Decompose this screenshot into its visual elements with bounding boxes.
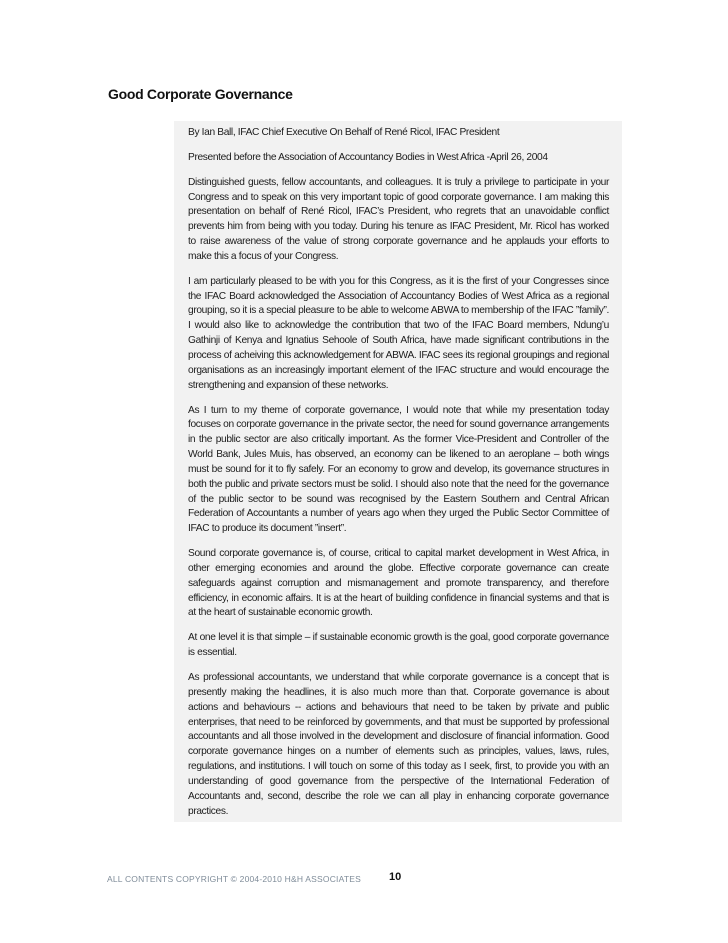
paragraph-2: I am particularly pleased to be with you for this Congress, as it is the first of your Congresses since the IFAC Board acknowledged the Association of Accountancy Bodies of West Africa as a regional grouping, so it is a special pleasure to be able to welcome ABWA to membership of the IFAC ”family”. I would also like to acknowledge the contribution that two of the IFAC Board members, Ndung’u Gathinji of Kenya and Ignatius Sehoole of South Africa, have made significant contributions in the process of acheiving this acknowledgement for ABWA. IFAC sees its regional groupings and regional organisations as an increasingly important element of the IFAC structure and would encourage the strengthening and expansion of these networks. <box>188 275 609 391</box>
page-number: 10 <box>389 871 402 883</box>
article-body <box>188 126 609 829</box>
paragraph-5: At one level it is that simple – if sustainable economic growth is the goal, good corporate governance is essential. <box>188 632 609 659</box>
document-title: Good Corporate Governance <box>108 86 293 102</box>
paragraph-1: Distinguished guests, fellow accountants, and colleagues. It is truly a privilege to participate in your Congress and to speak on this very important topic of good corporate governance. I am making this presentation on behalf of René Ricol, IFAC’s President, who regrets that an unavoidable conflict prevents him from being with you today. During his tenure as IFAC President, Mr. Ricol has worked to raise awareness of the value of strong corporate governance and he applauds your efforts to make this a focus of your Congress. <box>188 176 609 262</box>
paragraph-6: As professional accountants, we understand that while corporate governance is a concept that is presently making the headlines, it is also much more than that. Corporate governance is about actions and behaviours -- actions and behaviours that need to be taken by private and public enterprises, that need to be reinforced by governments, and that must be supported by professional accountants and all those involved in the development and disclosure of financial information. Good corporate governance hinges on a number of elements such as principles, values, laws, rules, regulations, and institutions. I will touch on some of this today as I seek, first, to provide you with an understanding of good governance from the perspective of the International Federation of Accountants and, second, describe the role we can all play in enhancing corporate governance practices. <box>188 672 609 817</box>
footer-copyright: ALL CONTENTS COPYRIGHT © 2004-2010 H&H ASSOCIATES <box>107 874 361 884</box>
paragraph-4: Sound corporate governance is, of course, critical to capital market development in West Africa, in other emerging economies and around the globe. Effective corporate governance can create safeguards against corruption and mismanagement and promote transparency, and therefore efficiency, in economic affairs. It is at the heart of building confidence in financial systems and that is at the heart of sustainable economic growth. <box>188 548 609 619</box>
byline: By Ian Ball, IFAC Chief Executive On Behalf of René Ricol, IFAC President <box>188 127 500 138</box>
presented-line: Presented before the Association of Accountancy Bodies in West Africa -April 26, 2004 <box>188 151 548 163</box>
paragraph-3: As I turn to my theme of corporate governance, I would note that while my presentation today focuses on corporate governance in the private sector, the need for sound governance arrangements in the public sector are also critically important. As the former Vice-President and Controller of the World Bank, Jules Muis, has observed, an economy can be likened to an aeroplane – both wings must be sound for it to fly safely. For an economy to grow and develop, its governance structures in both the public and private sectors must be solid. I should also note that the need for the governance of the public sector to be sound was recognised by the Eastern Southern and Central African Federation of Accountants a number of years ago when they urged the Public Sector Committee of IFAC to produce its document ”insert”. <box>188 404 609 535</box>
